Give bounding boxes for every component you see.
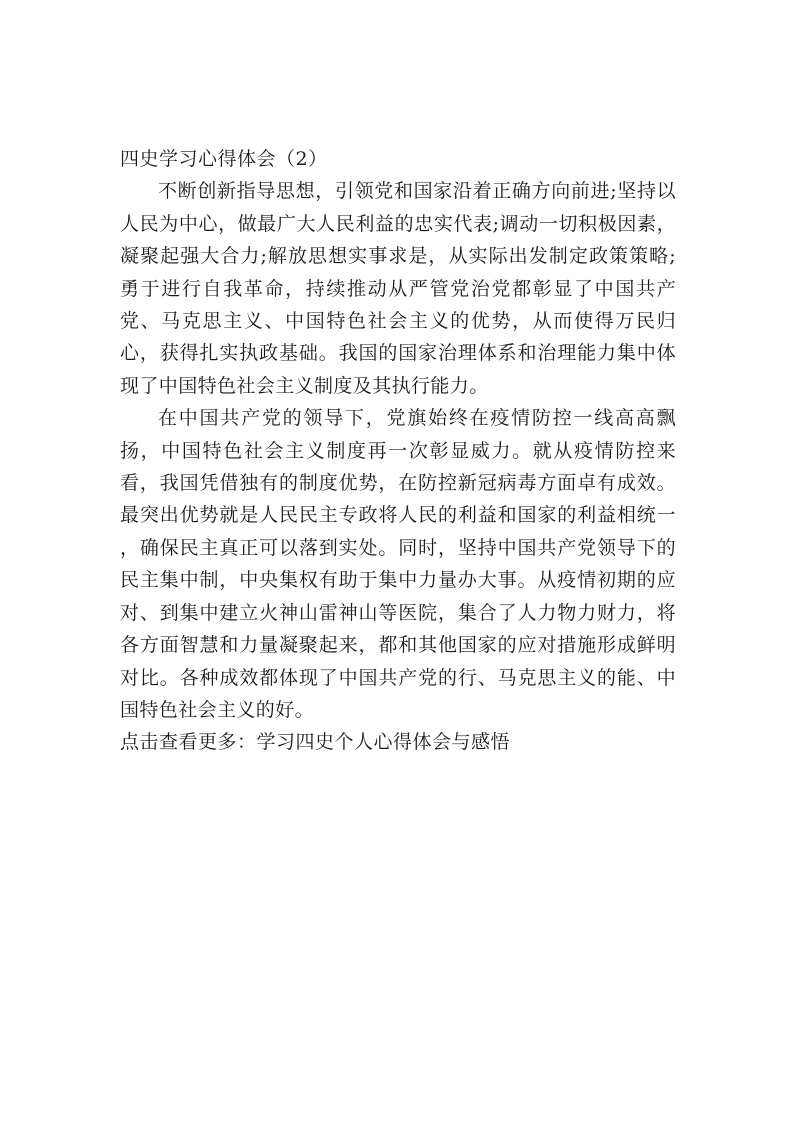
paragraph-1: 不断创新指导思想，引领党和国家沿着正确方向前进;坚持以人民为中心，做最广大人民利益的忠实代表;调动一切积极因素，凝聚起强大合力;解放思想实事求是，从实际出发制定政策策略;勇于进行自我革命，持续推动从严管党治党都彰显了中国共产党、马克思主义、中国特色社会主义的优势，从而使得万民归心，获得扎实执政基础。我国的国家治理体系和治理能力集中体现了中国特色社会主义制度及其执行能力。 — [120, 180, 676, 397]
more-link-prefix: 点击查看更多： — [120, 731, 257, 754]
more-link-line — [120, 726, 676, 758]
paragraph-2: 在中国共产党的领导下，党旗始终在疫情防控一线高高飘扬，中国特色社会主义制度再一次彰显威力。就从疫情防控来看，我国凭借独有的制度优势，在防控新冠病毒方面卓有成效。最突出优势就是人民民主专政将人民的利益和国家的利益相统一 ，确保民主真正可以落到实处。同时，坚持中国共产党领导下的民主集中制，中央集权有助于集中力量办大事。从疫情初期的应对、到集中建立火神山雷神山等医院，集合了人力物力财力，将各方面智慧和力量凝聚起来，都和其他国家的应对措施形成鲜明对比。各种成效都体现了中国共产党的行、马克思主义的能、中国特色社会主义的好。 — [120, 407, 676, 721]
document-body — [120, 143, 676, 759]
document-title: 四史学习心得体会（2） — [120, 148, 328, 170]
more-link[interactable]: 学习四史个人心得体会与感悟 — [256, 731, 511, 754]
